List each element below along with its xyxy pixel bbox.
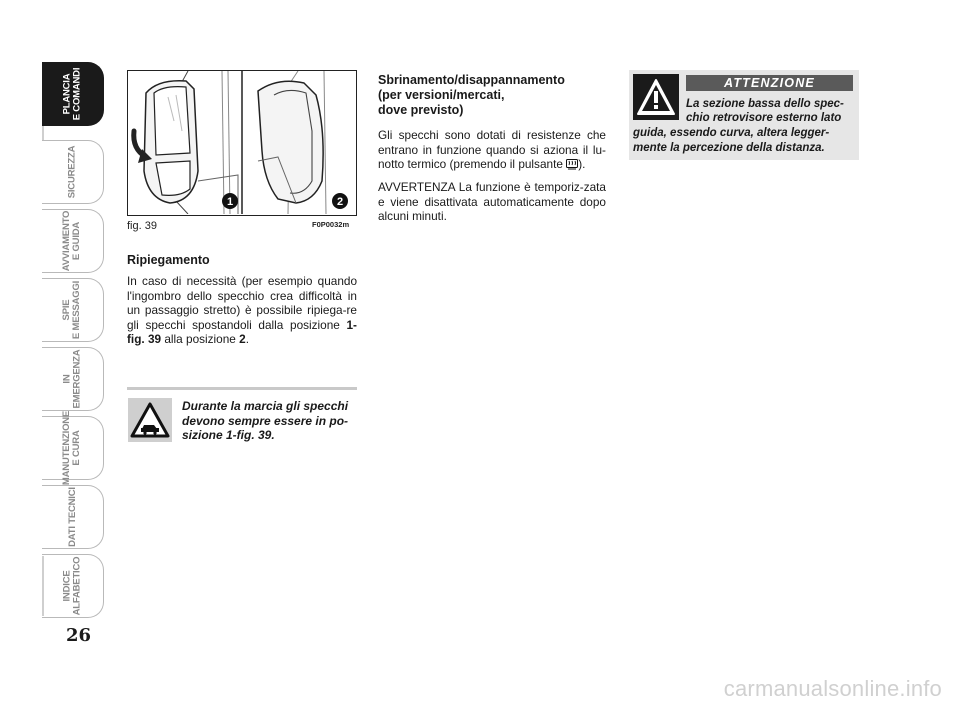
tab-label: AVVIAMENTO E GUIDA xyxy=(61,210,83,272)
warning-header: ATTENZIONE xyxy=(686,75,853,91)
tab-manutenzione-e-cura[interactable] xyxy=(42,410,104,486)
section-title-ripiegamento: Ripiegamento xyxy=(127,253,210,267)
rear-defrost-icon xyxy=(566,159,578,174)
figure-caption: fig. 39 xyxy=(127,220,157,232)
tab-label: SPIE E MESSAGGI xyxy=(61,280,83,340)
tab-in-emergenza[interactable] xyxy=(42,347,104,411)
ripiegamento-body: In caso di necessità (per esempio quando l'ingombro dello specchio crea difficoltà in un passaggio stretto) è possibile ripiega-re gli specchi spostandoli dalla posizione 1-fig. 39 alla posizione 2. xyxy=(127,274,357,346)
figure-code: F0P0032m xyxy=(312,220,350,229)
tab-dati-tecnici[interactable] xyxy=(42,485,104,549)
watermark: carmanualsonline.info xyxy=(723,676,942,701)
tab-divider xyxy=(42,126,44,140)
svg-text:2: 2 xyxy=(336,196,344,208)
warning-line: chio retrovisore esterno lato xyxy=(686,112,842,124)
note-text: Durante la marcia gli specchi devono sempre essere in po-sizione 1-fig. 39. xyxy=(182,399,349,442)
page-number: 26 xyxy=(66,625,92,646)
note-divider xyxy=(127,387,357,390)
warning-line: La sezione bassa dello spec- xyxy=(686,98,844,110)
section-title-sbrinamento: Sbrinamento/disappannamento (per versioni/mercati, dove previsto) xyxy=(378,73,565,117)
warning-line: mente la percezione della distanza. xyxy=(633,142,825,154)
tab-plancia-e-comandi[interactable] xyxy=(42,62,104,126)
tab-label: INDICE ALFABETICO xyxy=(61,556,83,616)
avvertenza-text: AVVERTENZA La funzione è temporiz-zata e viene disattivata automaticamente dopo alcuni minuti. xyxy=(378,180,606,223)
warning-line: guida, essendo curva, altera legger- xyxy=(633,127,830,139)
car-warning-triangle-icon xyxy=(128,398,172,442)
tab-label: PLANCIA E COMANDI xyxy=(61,67,83,121)
svg-text:1: 1 xyxy=(226,196,234,208)
exclamation-triangle-icon xyxy=(633,74,679,120)
tab-spie-e-messaggi[interactable] xyxy=(42,278,104,342)
tab-avviamento-e-guida[interactable] xyxy=(42,209,104,273)
figure-39 xyxy=(127,70,357,216)
tab-indice-alfabetico[interactable] xyxy=(42,554,104,618)
sbrinamento-body: Gli specchi sono dotati di resistenze che entrano in funzione quando si aziona il lu-notto termico (premendo il pulsante ). xyxy=(378,128,606,174)
tab-label: SICUREZZA xyxy=(66,145,78,199)
tab-label: DATI TECNICI xyxy=(66,487,78,547)
tab-sicurezza[interactable] xyxy=(42,140,104,204)
mirror-illustration xyxy=(128,71,355,214)
tab-divider xyxy=(42,556,44,616)
tab-label: MANUTENZIONE E CURA xyxy=(61,410,83,486)
tab-label: IN EMERGENZA xyxy=(61,349,83,409)
